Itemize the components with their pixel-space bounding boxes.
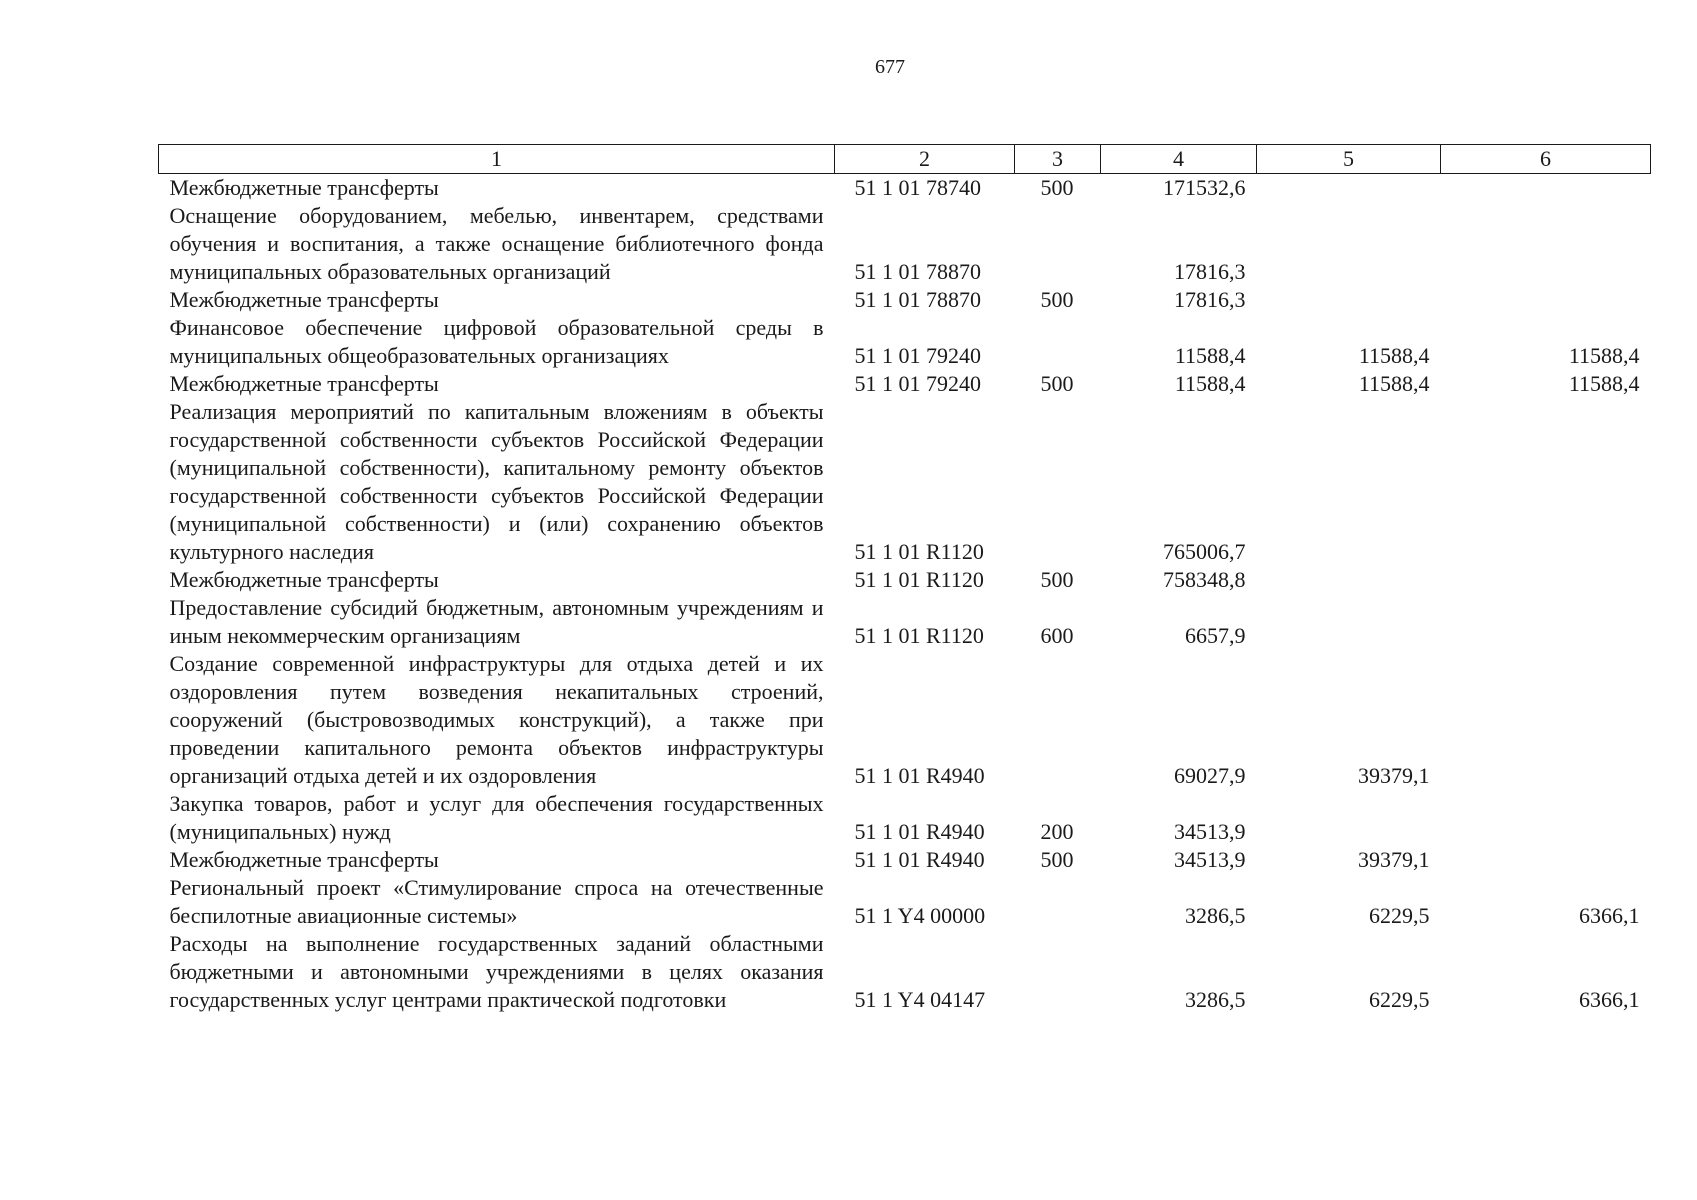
table-row [159,566,1651,594]
row-amount-col4-cell: 17816,3 [1174,287,1246,312]
column-header-4: 4 [1101,145,1257,174]
row-expense-type-cell: 500 [1040,175,1074,200]
row-expense-type-cell: 500 [1040,371,1074,396]
row-expense-type-cell: 500 [1040,567,1074,592]
row-amount-col5-cell: 39379,1 [1358,763,1430,788]
row-name-cell: Закупка товаров, работ и услуг для обеспечения государственных (муниципальных) нужд [169,791,824,844]
table-row [159,398,1651,566]
column-header-6: 6 [1441,145,1651,174]
row-code-cell: 51 1 01 R1120 [854,567,984,592]
row-name-cell: Финансовое обеспечение цифровой образовательной среды в муниципальных общеобразовательных организациях [169,315,824,368]
row-amount-col6-cell [1441,398,1651,566]
row-amount-col4-cell: 171532,6 [1163,175,1246,200]
row-expense-type-cell: 500 [1040,287,1074,312]
row-amount-col6-cell: 6366,1 [1579,903,1640,928]
table-row [159,874,1651,930]
table-row [159,202,1651,286]
column-header-5: 5 [1257,145,1441,174]
table-row [159,650,1651,790]
column-header-2: 2 [835,145,1015,174]
table-header-row [159,145,1651,174]
row-amount-col4-cell: 758348,8 [1163,567,1246,592]
row-amount-col5-cell: 11588,4 [1358,371,1430,396]
column-header-1: 1 [159,145,835,174]
table-row [159,370,1651,398]
row-code-cell: 51 1 01 78870 [854,287,981,312]
row-amount-col6-cell [1441,846,1651,874]
column-header-3: 3 [1015,145,1101,174]
row-code-cell: 51 1 01 R4940 [854,847,985,872]
row-code-cell: 51 1 01 R1120 [854,623,984,648]
row-amount-col4-cell: 11588,4 [1174,343,1246,368]
row-code-cell: 51 1 01 78740 [854,175,981,200]
row-amount-col5-cell: 39379,1 [1358,847,1430,872]
row-expense-type-cell: 500 [1040,847,1074,872]
table-row [159,594,1651,650]
row-code-cell: 51 1 Y4 00000 [854,903,986,928]
row-expense-type-cell [1015,202,1101,286]
row-expense-type-cell [1015,930,1101,1014]
row-amount-col5-cell [1257,286,1441,314]
row-expense-type-cell: 200 [1040,819,1074,844]
row-expense-type-cell [1015,398,1101,566]
row-amount-col6-cell [1441,286,1651,314]
row-amount-col5-cell [1257,202,1441,286]
table-row [159,930,1651,1014]
row-amount-col4-cell: 6657,9 [1185,623,1246,648]
table-row [159,314,1651,370]
table-body [159,174,1651,1015]
row-code-cell: 51 1 01 R4940 [854,819,985,844]
row-amount-col5-cell: 11588,4 [1358,343,1430,368]
row-amount-col4-cell: 34513,9 [1174,819,1246,844]
row-expense-type-cell: 600 [1040,623,1074,648]
row-amount-col6-cell [1441,594,1651,650]
row-name-cell: Предоставление субсидий бюджетным, автономным учреждениям и иным некоммерческим организациям [169,595,824,648]
row-amount-col6-cell [1441,790,1651,846]
row-expense-type-cell [1015,314,1101,370]
row-name-cell: Межбюджетные трансферты [169,567,439,592]
table-row [159,846,1651,874]
row-code-cell: 51 1 01 R4940 [854,763,985,788]
row-code-cell: 51 1 Y4 04147 [854,987,986,1012]
row-code-cell: 51 1 01 78870 [854,259,981,284]
row-name-cell: Региональный проект «Стимулирование спроса на отечественные беспилотные авиационные системы» [169,875,824,928]
row-name-cell: Оснащение оборудованием, мебелью, инвентарем, средствами обучения и воспитания, а также оснащение библиотечного фонда муниципальных образовательных организаций [169,203,824,284]
row-name-cell: Расходы на выполнение государственных заданий областными бюджетными и автономными учреждениями в целях оказания государственных услуг центрами практической подготовки [169,931,824,1012]
row-amount-col6-cell: 6366,1 [1579,987,1640,1012]
row-name-cell: Межбюджетные трансферты [169,175,439,200]
page-number: 677 [875,56,905,78]
row-amount-col4-cell: 765006,7 [1163,539,1246,564]
row-amount-col4-cell: 3286,5 [1185,987,1246,1012]
table-row [159,790,1651,846]
row-amount-col4-cell: 69027,9 [1174,763,1246,788]
row-amount-col5-cell [1257,566,1441,594]
row-expense-type-cell [1015,874,1101,930]
row-name-cell: Межбюджетные трансферты [169,847,439,872]
row-amount-col5-cell [1257,790,1441,846]
row-code-cell: 51 1 01 R1120 [854,539,984,564]
table-row [159,174,1651,203]
row-amount-col6-cell [1441,174,1651,203]
row-amount-col6-cell: 11588,4 [1568,371,1640,396]
row-amount-col5-cell: 6229,5 [1369,903,1430,928]
row-amount-col4-cell: 17816,3 [1174,259,1246,284]
row-amount-col6-cell [1441,566,1651,594]
row-name-cell: Создание современной инфраструктуры для отдыха детей и их оздоровления путем возведения некапитальных строений, сооружений (быстровозводимых конструкций), а также при проведении капитального ремонта объектов инфраструктуры организаций отдыха детей и их оздоровления [169,651,824,788]
row-name-cell: Реализация мероприятий по капитальным вложениям в объекты государственной собственности субъектов Российской Федерации (муниципальной собственности), капитальному ремонту объектов государственной собственности субъектов Российской Федерации (муниципальной собственности) и (или) сохранению объектов культурного наследия [169,399,824,564]
row-amount-col4-cell: 3286,5 [1185,903,1246,928]
row-name-cell: Межбюджетные трансферты [169,371,439,396]
row-amount-col6-cell [1441,202,1651,286]
row-amount-col4-cell: 34513,9 [1174,847,1246,872]
row-code-cell: 51 1 01 79240 [854,343,981,368]
row-amount-col5-cell [1257,174,1441,203]
row-amount-col5-cell [1257,594,1441,650]
row-name-cell: Межбюджетные трансферты [169,287,439,312]
row-amount-col5-cell: 6229,5 [1369,987,1430,1012]
budget-table [158,144,1651,1014]
row-code-cell: 51 1 01 79240 [854,371,981,396]
row-expense-type-cell [1015,650,1101,790]
table-row [159,286,1651,314]
row-amount-col6-cell: 11588,4 [1568,343,1640,368]
row-amount-col5-cell [1257,398,1441,566]
row-amount-col4-cell: 11588,4 [1174,371,1246,396]
row-amount-col6-cell [1441,650,1651,790]
